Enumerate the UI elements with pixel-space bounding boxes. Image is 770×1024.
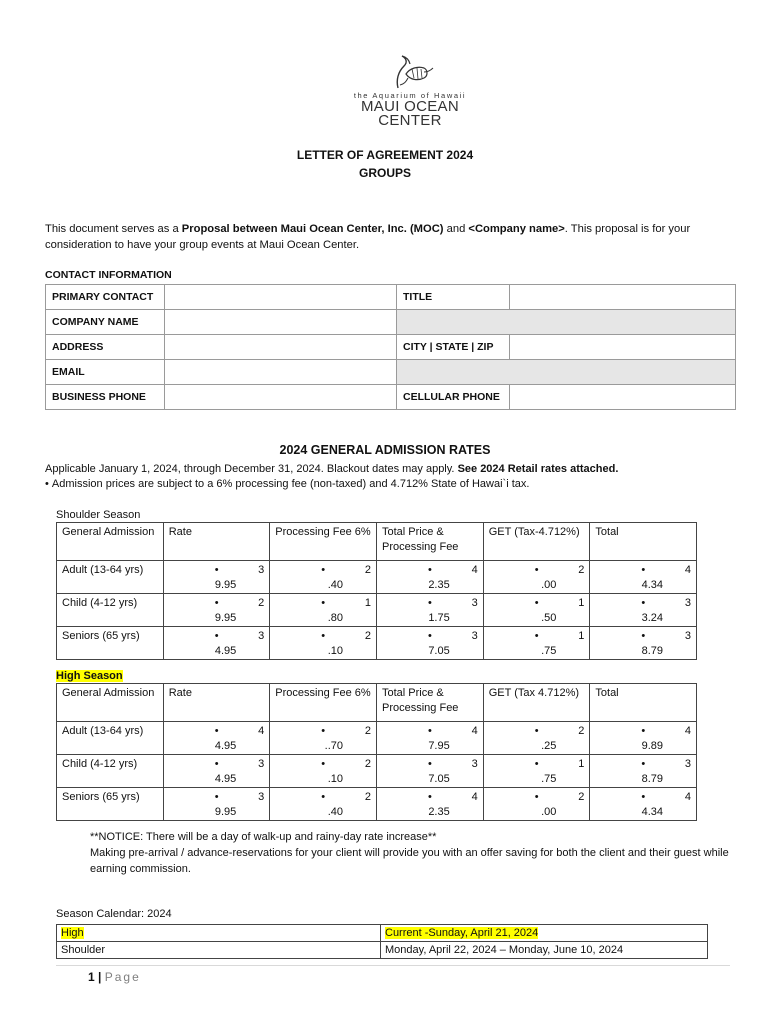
column-header: Rate bbox=[163, 523, 270, 561]
table-row bbox=[57, 755, 697, 788]
rate-cell bbox=[590, 755, 697, 788]
value-part-1: 1 bbox=[578, 597, 585, 609]
value-part-1: 3 bbox=[258, 758, 265, 770]
rate-cell bbox=[590, 594, 697, 627]
table-row bbox=[46, 360, 736, 385]
value-part-1: 4 bbox=[684, 791, 691, 803]
calendar-shoulder-season: Shoulder bbox=[57, 942, 381, 959]
table-row bbox=[46, 335, 736, 360]
table-row bbox=[57, 561, 697, 594]
row-label: Seniors (65 yrs) bbox=[57, 627, 164, 660]
notice-line1: **NOTICE: There will be a day of walk-up and rainy-day rate increase** bbox=[90, 831, 437, 843]
bullet-icon: • bbox=[641, 564, 646, 576]
intro-company-bold: <Company name> bbox=[468, 223, 565, 235]
column-header: Processing Fee 6% bbox=[270, 523, 377, 561]
value-part-1: 3 bbox=[684, 758, 691, 770]
company-name-label: COMPANY NAME bbox=[46, 310, 165, 335]
email-extra bbox=[397, 360, 736, 385]
column-header: Total Price & Processing Fee bbox=[377, 523, 484, 561]
column-header: Total bbox=[590, 684, 697, 722]
value-part-1: 2 bbox=[258, 597, 265, 609]
bullet-icon: • bbox=[214, 791, 219, 803]
table-header-row bbox=[57, 684, 697, 722]
rate-cell bbox=[483, 722, 590, 755]
bullet-icon: • bbox=[321, 725, 326, 737]
row-label: Adult (13-64 yrs) bbox=[57, 722, 164, 755]
bullet-icon: • bbox=[428, 564, 432, 576]
column-header: Total bbox=[590, 523, 697, 561]
bullet-icon: • bbox=[534, 597, 539, 609]
rate-cell bbox=[377, 722, 484, 755]
shoulder-rates-table bbox=[56, 522, 697, 660]
row-label: Child (4-12 yrs) bbox=[57, 755, 164, 788]
value-part-1: 4 bbox=[471, 791, 478, 803]
processing-fee-note: • Admission prices are subject to a 6% processing fee (non-taxed) and 4.712% State of Hawai`i tax. bbox=[45, 478, 530, 490]
document-subtitle: GROUPS bbox=[358, 166, 411, 180]
column-header: General Admission bbox=[57, 684, 164, 722]
company-name-extra bbox=[397, 310, 736, 335]
applicable-text: Applicable January 1, 2024, through December 31, 2024. Blackout dates may apply. See 2024 Retail rates attached. bbox=[45, 463, 619, 475]
notice-text bbox=[90, 829, 730, 877]
company-name-field[interactable] bbox=[165, 310, 397, 335]
value-part-2: 7.05 bbox=[428, 773, 450, 785]
rate-cell bbox=[377, 594, 484, 627]
value-part-2: .25 bbox=[541, 740, 557, 752]
bullet-icon: • bbox=[214, 758, 219, 770]
rates-title: 2024 GENERAL ADMISSION RATES bbox=[279, 443, 491, 457]
bullet-icon: • bbox=[321, 597, 326, 609]
rate-cell bbox=[590, 627, 697, 660]
table-row bbox=[46, 285, 736, 310]
rate-cell bbox=[377, 788, 484, 821]
table-header-row bbox=[57, 523, 697, 561]
bullet-icon: • bbox=[428, 791, 432, 803]
page-footer bbox=[88, 970, 141, 984]
value-part-1: 3 bbox=[471, 597, 478, 609]
title-label: TITLE bbox=[397, 285, 510, 310]
rate-cell bbox=[483, 561, 590, 594]
value-part-2: 4.34 bbox=[641, 579, 663, 591]
value-part-2: 1.75 bbox=[428, 612, 450, 624]
page-word: Page bbox=[104, 970, 141, 984]
value-part-1: 2 bbox=[578, 725, 585, 737]
value-part-2: .80 bbox=[327, 612, 343, 624]
bullet-icon: • bbox=[534, 758, 539, 770]
rate-cell bbox=[483, 755, 590, 788]
bullet-icon: • bbox=[641, 597, 646, 609]
rate-cell bbox=[270, 627, 377, 660]
bullet-icon: • bbox=[641, 791, 646, 803]
rate-cell bbox=[590, 722, 697, 755]
table-row bbox=[46, 385, 736, 410]
document-title: LETTER OF AGREEMENT 2024 bbox=[296, 148, 474, 162]
rate-cell bbox=[483, 594, 590, 627]
logo-name-line2: CENTER bbox=[378, 112, 442, 129]
logo bbox=[345, 54, 475, 136]
bullet-icon: • bbox=[641, 758, 646, 770]
bullet-icon: • bbox=[428, 630, 432, 642]
value-part-1: 3 bbox=[471, 758, 478, 770]
value-part-2: .75 bbox=[541, 773, 557, 785]
season-calendar-label: Season Calendar: 2024 bbox=[56, 908, 172, 920]
value-part-1: 1 bbox=[364, 597, 371, 609]
value-part-2: .40 bbox=[327, 579, 343, 591]
column-header: GET (Tax-4.712%) bbox=[483, 523, 590, 561]
bullet-icon: • bbox=[641, 725, 646, 737]
business-phone-field[interactable] bbox=[165, 385, 397, 410]
table-row bbox=[57, 788, 697, 821]
contact-table bbox=[45, 284, 736, 410]
value-part-2: .00 bbox=[541, 579, 557, 591]
table-row bbox=[57, 925, 708, 942]
bullet-icon: • bbox=[321, 630, 326, 642]
value-part-1: 4 bbox=[258, 725, 265, 737]
value-part-1: 1 bbox=[578, 630, 585, 642]
value-part-1: 3 bbox=[258, 630, 265, 642]
bullet-icon: • bbox=[428, 758, 432, 770]
rate-cell bbox=[163, 722, 270, 755]
value-part-2: 4.34 bbox=[641, 806, 663, 818]
rate-cell bbox=[163, 755, 270, 788]
value-part-2: 4.95 bbox=[214, 740, 237, 752]
bullet-icon: • bbox=[534, 630, 539, 642]
value-part-1: 2 bbox=[364, 758, 371, 770]
intro-proposal-bold: Proposal between Maui Ocean Center, Inc. (MOC) bbox=[181, 223, 444, 235]
address-field[interactable] bbox=[165, 335, 397, 360]
email-label: EMAIL bbox=[46, 360, 165, 385]
calendar-high-dates: Current -Sunday, April 21, 2024 bbox=[381, 925, 708, 942]
calendar-shoulder-dates: Monday, April 22, 2024 – Monday, June 10, 2024 bbox=[381, 942, 708, 959]
table-row bbox=[57, 594, 697, 627]
value-part-1: 2 bbox=[364, 630, 371, 642]
calendar-high-season: High bbox=[57, 925, 381, 942]
value-part-2: 9.95 bbox=[214, 579, 237, 591]
bullet-icon: • bbox=[321, 758, 326, 770]
value-part-2: ..70 bbox=[324, 740, 343, 752]
shoulder-season-label: Shoulder Season bbox=[56, 509, 141, 521]
rate-cell bbox=[270, 722, 377, 755]
bullet-icon: • bbox=[534, 564, 539, 576]
bullet-icon: • bbox=[534, 791, 539, 803]
value-part-1: 4 bbox=[684, 564, 691, 576]
value-part-2: .10 bbox=[327, 773, 343, 785]
rate-cell bbox=[483, 627, 590, 660]
value-part-2: 8.79 bbox=[641, 773, 663, 785]
value-part-2: 8.79 bbox=[641, 645, 663, 657]
row-label: Adult (13-64 yrs) bbox=[57, 561, 164, 594]
notice-line2: Making pre-arrival / advance-reservations for your client will provide you with an offer saving for both the client and their guest while earning commission. bbox=[90, 847, 729, 875]
value-part-1: 4 bbox=[471, 564, 478, 576]
bullet-icon: • bbox=[214, 564, 219, 576]
value-part-2: .75 bbox=[541, 645, 557, 657]
rate-cell bbox=[377, 561, 484, 594]
rate-cell bbox=[270, 594, 377, 627]
rate-cell bbox=[163, 788, 270, 821]
value-part-1: 3 bbox=[258, 791, 265, 803]
column-header: GET (Tax 4.712%) bbox=[483, 684, 590, 722]
high-season-label: High Season bbox=[56, 670, 123, 682]
value-part-2: 4.95 bbox=[214, 645, 237, 657]
value-part-2: 3.24 bbox=[641, 612, 663, 624]
value-part-1: 2 bbox=[364, 725, 371, 737]
bullet-icon: • bbox=[641, 630, 646, 642]
value-part-2: .40 bbox=[327, 806, 343, 818]
value-part-1: 4 bbox=[684, 725, 691, 737]
season-calendar-table bbox=[56, 924, 708, 959]
page-number: 1 bbox=[88, 970, 95, 984]
cellular-phone-field[interactable] bbox=[510, 385, 736, 410]
intro-paragraph: This document serves as a Proposal between Maui Ocean Center, Inc. (MOC) and <Company name>. This proposal is for your consideration to have your group events at Maui Ocean Center. bbox=[45, 223, 691, 251]
city-state-zip-field[interactable] bbox=[510, 335, 736, 360]
primary-contact-label: PRIMARY CONTACT bbox=[46, 285, 165, 310]
column-header: Processing Fee 6% bbox=[270, 684, 377, 722]
rate-cell bbox=[483, 788, 590, 821]
rate-cell bbox=[590, 561, 697, 594]
value-part-1: 3 bbox=[258, 564, 265, 576]
value-part-2: 9.89 bbox=[641, 740, 663, 752]
logo-aquarium-line: the Aquarium of Hawaii bbox=[353, 91, 467, 100]
bullet-icon: • bbox=[321, 791, 326, 803]
address-label: ADDRESS bbox=[46, 335, 165, 360]
retail-rates-note: See 2024 Retail rates attached. bbox=[457, 463, 619, 475]
bullet-icon: • bbox=[321, 564, 326, 576]
rate-cell bbox=[377, 755, 484, 788]
logo-name-line1: MAUI OCEAN bbox=[360, 98, 459, 115]
turtle-hand-icon bbox=[384, 54, 436, 90]
rate-cell bbox=[163, 627, 270, 660]
bullet-icon: • bbox=[45, 478, 52, 490]
bullet-icon: • bbox=[214, 725, 219, 737]
city-state-zip-label: CITY | STATE | ZIP bbox=[397, 335, 510, 360]
rate-cell bbox=[377, 627, 484, 660]
column-header: Total Price & Processing Fee bbox=[377, 684, 484, 722]
value-part-1: 3 bbox=[471, 630, 478, 642]
value-part-2: .10 bbox=[327, 645, 343, 657]
rate-cell bbox=[590, 788, 697, 821]
value-part-2: 9.95 bbox=[214, 806, 237, 818]
rate-cell bbox=[270, 755, 377, 788]
value-part-2: .00 bbox=[541, 806, 557, 818]
bullet-icon: • bbox=[428, 597, 432, 609]
bullet-icon: • bbox=[428, 725, 432, 737]
rate-cell bbox=[163, 561, 270, 594]
email-field[interactable] bbox=[165, 360, 397, 385]
value-part-2: 4.95 bbox=[214, 773, 237, 785]
high-rates-table bbox=[56, 683, 697, 821]
value-part-2: 2.35 bbox=[428, 579, 450, 591]
row-label: Seniors (65 yrs) bbox=[57, 788, 164, 821]
column-header: General Admission bbox=[57, 523, 164, 561]
footer-divider bbox=[56, 965, 730, 966]
primary-contact-field[interactable] bbox=[165, 285, 397, 310]
rate-cell bbox=[270, 788, 377, 821]
value-part-2: 7.95 bbox=[428, 740, 450, 752]
title-field[interactable] bbox=[510, 285, 736, 310]
value-part-1: 4 bbox=[471, 725, 478, 737]
table-row bbox=[57, 942, 708, 959]
value-part-1: 1 bbox=[578, 758, 585, 770]
table-row bbox=[57, 722, 697, 755]
value-part-1: 2 bbox=[364, 564, 371, 576]
rate-cell bbox=[163, 594, 270, 627]
table-row bbox=[57, 627, 697, 660]
value-part-2: 7.05 bbox=[428, 645, 450, 657]
value-part-2: 2.35 bbox=[428, 806, 450, 818]
value-part-2: 9.95 bbox=[214, 612, 237, 624]
bullet-icon: • bbox=[214, 597, 219, 609]
value-part-1: 2 bbox=[364, 791, 371, 803]
value-part-1: 2 bbox=[578, 564, 585, 576]
bullet-icon: • bbox=[214, 630, 219, 642]
value-part-1: 2 bbox=[578, 791, 585, 803]
column-header: Rate bbox=[163, 684, 270, 722]
footer-separator: | bbox=[98, 970, 102, 984]
cellular-phone-label: CELLULAR PHONE bbox=[397, 385, 510, 410]
contact-section-label: CONTACT INFORMATION bbox=[45, 269, 172, 281]
table-row bbox=[46, 310, 736, 335]
value-part-1: 3 bbox=[684, 630, 691, 642]
business-phone-label: BUSINESS PHONE bbox=[46, 385, 165, 410]
row-label: Child (4-12 yrs) bbox=[57, 594, 164, 627]
value-part-2: .50 bbox=[541, 612, 557, 624]
rate-cell bbox=[270, 561, 377, 594]
bullet-icon: • bbox=[534, 725, 539, 737]
value-part-1: 3 bbox=[684, 597, 691, 609]
